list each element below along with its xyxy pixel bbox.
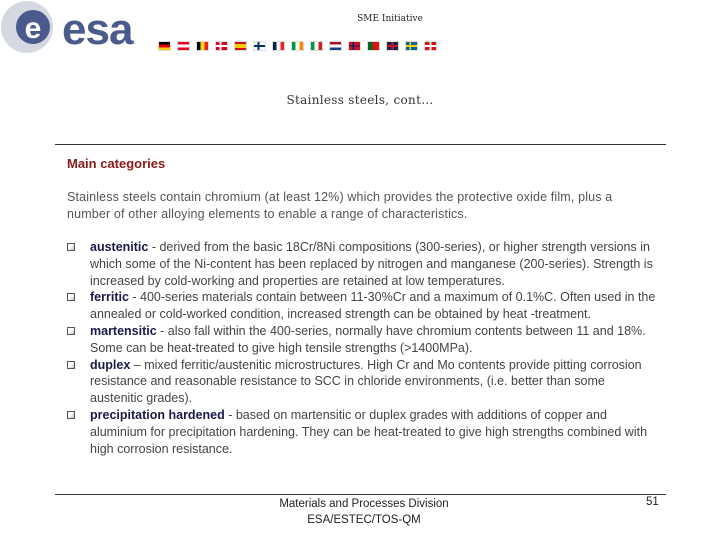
belgium-flag	[196, 41, 209, 51]
checkbox-bullet-icon	[67, 293, 75, 301]
category-list	[67, 239, 657, 457]
top-divider	[55, 144, 666, 145]
list-item	[67, 323, 657, 357]
category-description: - 400-series materials contain between 11-30%Cr and a maximum of 0.1%C. Often used in the annealed or cold-worked condition, increased strength can be obtained by heat -treatment.	[90, 290, 656, 322]
footer	[0, 496, 720, 528]
list-item	[67, 357, 657, 407]
switzerland-flag	[424, 41, 437, 51]
austria-flag	[177, 41, 190, 51]
category-term: martensitic	[90, 323, 157, 338]
footer-department: ESA/ESTEC/TOS-QM	[307, 514, 421, 526]
category-term: austenitic	[90, 240, 149, 254]
intro-paragraph: Stainless steels contain chromium (at least 12%) which provides the protective oxide film, plus a number of other alloying elements to enable a range of characteristics.	[67, 190, 613, 221]
initiative-label: SME Initiative	[357, 14, 423, 24]
category-term: ferritic	[90, 290, 129, 305]
list-item	[67, 289, 657, 323]
category-description: - also fall within the 400-series, normally have chromium contents between 11 and 18%. Some can be heat-treated to give high tensile strengths (>1400MPa).	[90, 323, 646, 355]
esa-logo-text: esa	[62, 5, 133, 54]
italy-flag	[310, 41, 323, 51]
netherlands-flag	[329, 41, 342, 51]
spain-flag	[234, 41, 247, 51]
list-item	[67, 407, 657, 457]
checkbox-bullet-icon	[67, 243, 75, 251]
sweden-flag	[405, 41, 418, 51]
uk-flag	[386, 41, 399, 51]
denmark-flag	[215, 41, 228, 51]
norway-flag	[348, 41, 361, 51]
svg-text:e: e	[24, 12, 42, 45]
france-flag	[272, 41, 285, 51]
category-description: - derived from the basic 18Cr/8Ni compositions (300-series), or higher strength versions in which some of the Ni-content has been replaced by nitrogen and manganese (200-series). Strength is increased by cold-working and properties are retained at low temperatures.	[90, 240, 653, 288]
category-term: precipitation hardened	[90, 407, 225, 422]
portugal-flag	[367, 41, 380, 51]
category-description: – mixed ferritic/austenitic microstructures. High Cr and Mo contents provide pitting corrosion resistance and reasonable resistance to SCC in chloride environments, (i.e. better than some austenitic grades).	[90, 357, 642, 406]
checkbox-bullet-icon	[67, 361, 75, 369]
section-heading: Main categories	[67, 156, 166, 171]
list-item	[67, 239, 657, 289]
footer-division: Materials and Processes Division	[279, 498, 449, 510]
checkbox-bullet-icon	[67, 411, 75, 419]
esa-logo	[0, 0, 160, 56]
category-description: - based on martensitic or duplex grades with additions of copper and aluminium for precipitation hardening. They can be heat-treated to give high strengths combined with high corrosion resistance.	[90, 407, 648, 456]
germany-flag	[158, 41, 171, 51]
category-term: duplex	[90, 357, 131, 372]
ireland-flag	[291, 41, 304, 51]
page-number: 51	[646, 496, 659, 508]
bottom-divider	[55, 494, 666, 495]
finland-flag	[253, 41, 266, 51]
flags-row	[158, 41, 437, 52]
checkbox-bullet-icon	[67, 327, 75, 335]
slide-title: Stainless steels, cont…	[286, 93, 434, 107]
